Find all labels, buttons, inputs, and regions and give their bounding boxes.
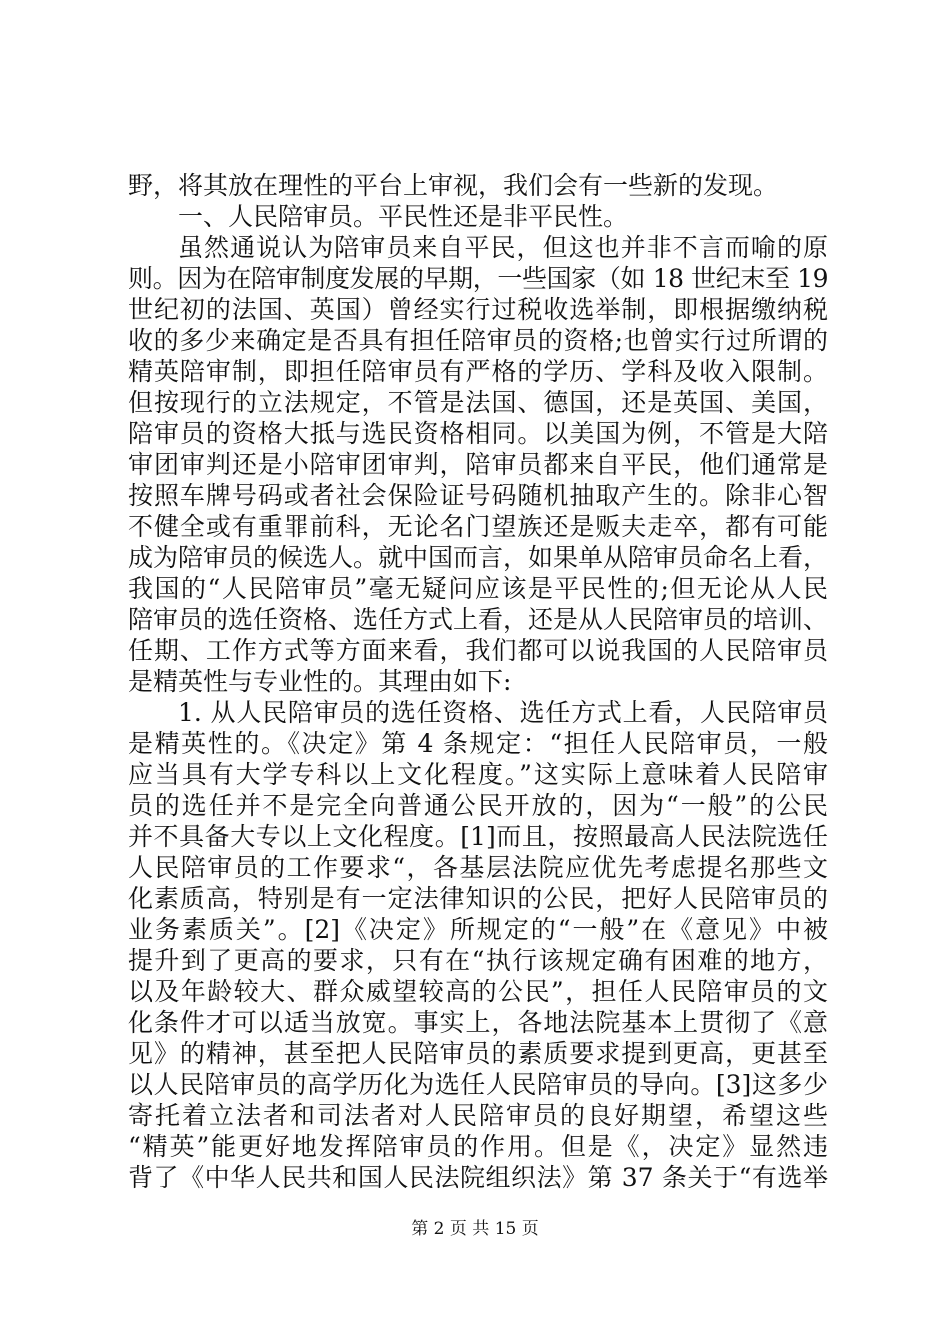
- text-line: 陪审员的选任资格、选任方式上看，还是从人民陪审员的培训、: [128, 605, 829, 634]
- text-line: 则。因为在陪审制度发展的早期，一些国家（如 18 世纪末至 19: [128, 264, 828, 293]
- text-line: 野，将其放在理性的平台上审视，我们会有一些新的发现。: [128, 171, 779, 200]
- text-line: 以及年龄较大、群众威望较高的公民”，担任人民陪审员的文: [128, 977, 828, 1006]
- text-line: 精英陪审制，即担任陪审员有严格的学历、学科及收入限制。: [128, 357, 828, 386]
- body-text: [128, 170, 828, 1193]
- text-line: 员的选任并不是完全向普通公民开放的，因为“一般”的公民: [128, 791, 828, 820]
- text-line: 化素质高，特别是有一定法律知识的公民，把好人民陪审员的: [128, 884, 828, 913]
- text-line: 成为陪审员的候选人。就中国而言，如果单从陪审员命名上看，: [128, 543, 829, 572]
- text-line: 见》的精神，甚至把人民陪审员的素质要求提到更高，更甚至: [128, 1039, 828, 1068]
- text-line: “精英”能更好地发挥陪审员的作用。但是《，决定》显然违: [128, 1132, 828, 1161]
- text-line: 提升到了更高的要求，只有在“执行该规定确有困难的地方，: [128, 946, 828, 975]
- text-line: 化条件才可以适当放宽。事实上，各地法院基本上贯彻了《意: [128, 1008, 828, 1037]
- text-line: 应当具有大学专科以上文化程度。”这实际上意味着人民陪审: [128, 760, 828, 789]
- text-line: 1. 从人民陪审员的选任资格、选任方式上看，人民陪审员: [178, 698, 828, 727]
- text-line: 并不具备大专以上文化程度。[1]而且，按照最高人民法院选任: [128, 822, 828, 851]
- text-line: 收的多少来确定是否具有担任陪审员的资格;也曾实行过所谓的: [128, 326, 828, 355]
- text-line: 但按现行的立法规定，不管是法国、德国，还是英国、美国，: [128, 388, 828, 417]
- text-line: 寄托着立法者和司法者对人民陪审员的良好期望，希望这些: [128, 1101, 828, 1130]
- text-line: 按照车牌号码或者社会保险证号码随机抽取产生的。除非心智: [128, 481, 828, 510]
- text-line: 虽然通说认为陪审员来自平民，但这也并非不言而喻的原: [178, 233, 828, 262]
- text-line: 我国的“人民陪审员”毫无疑问应该是平民性的;但无论从人民: [128, 574, 828, 603]
- page-number-footer: 第 2 页 共 15 页: [411, 1219, 539, 1239]
- text-line: 背了《中华人民共和国人民法院组织法》第 37 条关于“有选举: [128, 1163, 828, 1192]
- text-line: 世纪初的法国、英国）曾经实行过税收选举制，即根据缴纳税: [128, 295, 828, 324]
- text-line: 陪审员的资格大抵与选民资格相同。以美国为例，不管是大陪: [128, 419, 828, 448]
- text-line: 审团审判还是小陪审团审判，陪审员都来自平民，他们通常是: [128, 450, 828, 479]
- text-line: 不健全或有重罪前科，无论名门望族还是贩夫走卒，都有可能: [128, 512, 828, 541]
- text-line: 以人民陪审员的高学历化为选任人民陪审员的导向。[3]这多少: [128, 1070, 828, 1099]
- text-line: 是精英性与专业性的。其理由如下:: [128, 667, 512, 696]
- text-line: 一、人民陪审员。平民性还是非平民性。: [178, 202, 629, 231]
- text-line: 人民陪审员的工作要求“，各基层法院应优先考虑提名那些文: [128, 853, 828, 882]
- text-line: 业务素质关”。[2]《决定》所规定的“一般”在《意见》中被: [128, 915, 828, 944]
- text-line: 任期、工作方式等方面来看，我们都可以说我国的人民陪审员: [128, 636, 828, 665]
- text-line: 是精英性的。《决定》第 4 条规定：“担任人民陪审员，一般: [128, 729, 828, 758]
